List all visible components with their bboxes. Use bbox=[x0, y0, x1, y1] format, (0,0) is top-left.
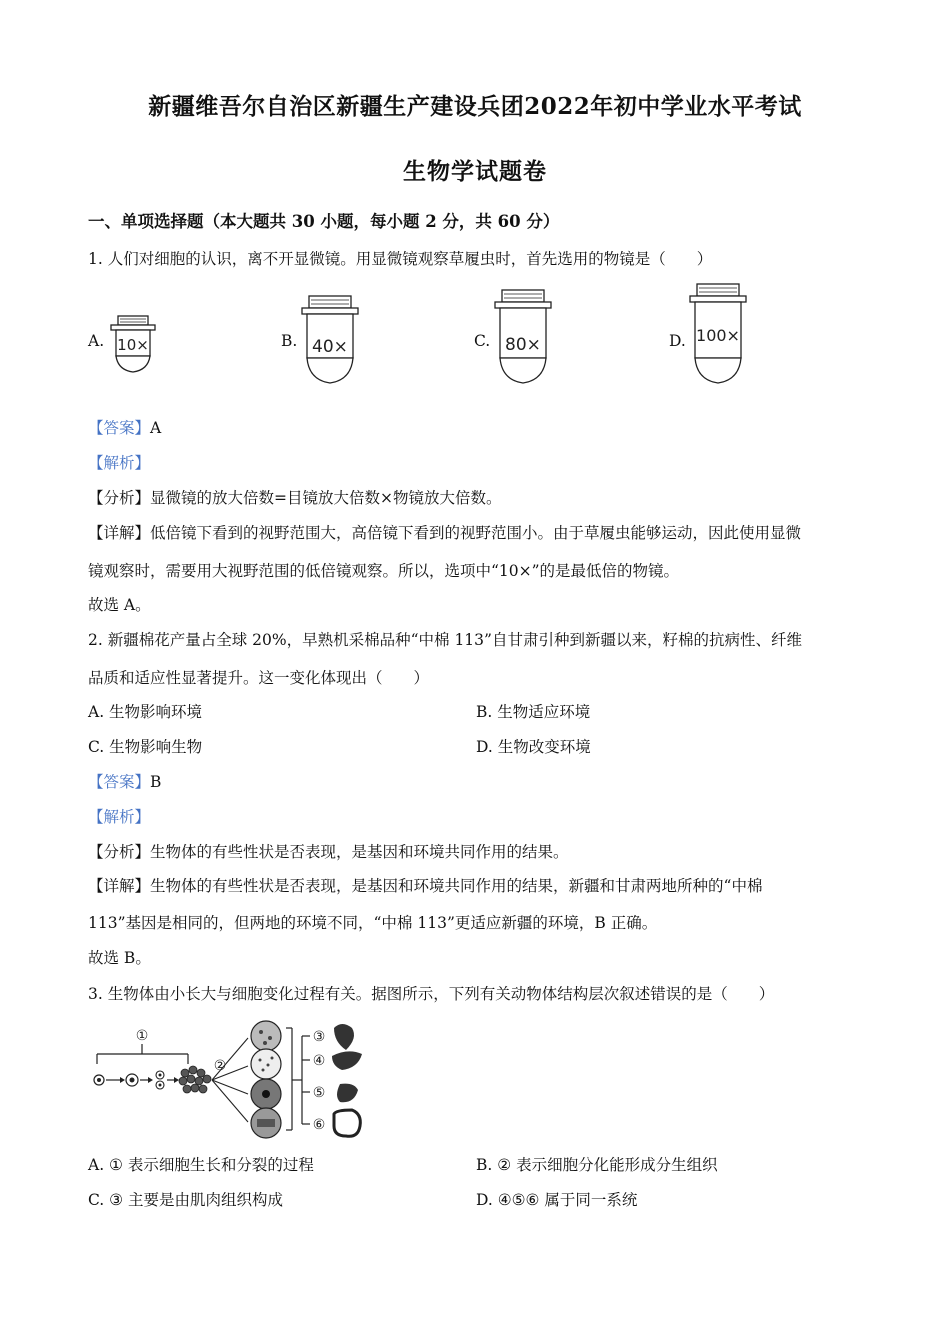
q2-option-a: A. 生物影响环境 bbox=[88, 703, 203, 721]
q1-option-b-label: B. bbox=[281, 332, 298, 350]
label-3: ③ bbox=[312, 1029, 326, 1045]
q1-fenxi: 【分析】显微镜的放大倍数=目镜放大倍数×物镜放大倍数。 bbox=[88, 489, 502, 507]
q3-option-d: D. ④⑤⑥ 属于同一系统 bbox=[476, 1191, 638, 1209]
label-1: ① bbox=[135, 1028, 149, 1044]
label-6: ⑥ bbox=[312, 1117, 326, 1133]
lens-magnification: 10× bbox=[117, 336, 149, 354]
q2-fenxi: 【分析】生物体的有些性状是否表现，是基因和环境共同作用的结果。 bbox=[88, 843, 569, 861]
q1-answer: 【答案】A bbox=[88, 419, 162, 437]
q1-conclusion: 故选 A。 bbox=[88, 596, 151, 614]
q2-jiexi: 【解析】 bbox=[88, 808, 151, 826]
label-5: ⑤ bbox=[312, 1085, 326, 1101]
q2-xiangjie-line2: 113”基因是相同的，但两地的环境不同，“中棉 113”更适应新疆的环境，B 正确。 bbox=[88, 914, 658, 932]
q2-stem-line1: 2. 新疆棉花产量占全球 20%，早熟机采棉品种“中棉 113”自甘肃引种到新疆以来，籽棉的抗病性、纤维 bbox=[88, 631, 802, 649]
lens-magnification: 40× bbox=[312, 337, 348, 357]
q2-stem-line2: 品质和适应性显著提升。这一变化体现出（ ） bbox=[88, 669, 430, 687]
exam-title: 新疆维吾尔自治区新疆生产建设兵团2022年初中学业水平考试 bbox=[148, 93, 802, 120]
q1-objective-lens-b bbox=[301, 294, 363, 390]
label-2: ② bbox=[213, 1058, 227, 1074]
q1-xiangjie-line1: 【详解】低倍镜下看到的视野范围大，高倍镜下看到的视野范围小。由于草履虫能够运动，因此使用显微 bbox=[88, 524, 802, 542]
q3-option-a: A. ① 表示细胞生长和分裂的过程 bbox=[88, 1156, 314, 1174]
lens-magnification: 80× bbox=[505, 335, 541, 355]
q1-objective-lens-a bbox=[108, 314, 170, 390]
label-4: ④ bbox=[312, 1053, 326, 1069]
q1-objective-lens-d bbox=[689, 282, 751, 390]
q3-cell-development-diagram bbox=[90, 1018, 366, 1146]
section-heading: 一、单项选择题（本大题共 30 小题，每小题 2 分，共 60 分） bbox=[88, 212, 560, 231]
q2-option-b: B. 生物适应环境 bbox=[476, 703, 591, 721]
q2-xiangjie-line1: 【详解】生物体的有些性状是否表现，是基因和环境共同作用的结果，新疆和甘肃两地所种的“中棉 bbox=[88, 877, 763, 895]
q2-option-c: C. 生物影响生物 bbox=[88, 738, 203, 756]
q2-conclusion: 故选 B。 bbox=[88, 949, 151, 967]
q3-option-b: B. ② 表示细胞分化能形成分生组织 bbox=[476, 1156, 718, 1174]
q1-stem: 1. 人们对细胞的认识，离不开显微镜。用显微镜观察草履虫时，首先选用的物镜是（ ） bbox=[88, 250, 713, 268]
q2-option-d: D. 生物改变环境 bbox=[476, 738, 591, 756]
q1-objective-lens-c bbox=[494, 288, 556, 390]
q3-option-c: C. ③ 主要是由肌肉组织构成 bbox=[88, 1191, 283, 1209]
heart-icon bbox=[334, 1024, 354, 1050]
q3-stem: 3. 生物体由小长大与细胞变化过程有关。据图所示，下列有关动物体结构层次叙述错误的是（ ） bbox=[88, 985, 775, 1003]
q2-answer: 【答案】B bbox=[88, 773, 162, 791]
exam-subtitle: 生物学试题卷 bbox=[403, 158, 547, 185]
liver-icon bbox=[332, 1051, 362, 1070]
q1-jiexi: 【解析】 bbox=[88, 454, 151, 472]
q1-option-c-label: C. bbox=[474, 332, 491, 350]
intestine-icon bbox=[334, 1110, 360, 1136]
lens-magnification: 100× bbox=[696, 326, 740, 345]
stomach-icon bbox=[337, 1084, 358, 1103]
q1-xiangjie-line2: 镜观察时，需要用大视野范围的低倍镜观察。所以，选项中“10×”的是最低倍的物镜。 bbox=[88, 562, 680, 580]
q1-option-a-label: A. bbox=[88, 332, 105, 350]
q1-option-d-label: D. bbox=[669, 332, 686, 350]
